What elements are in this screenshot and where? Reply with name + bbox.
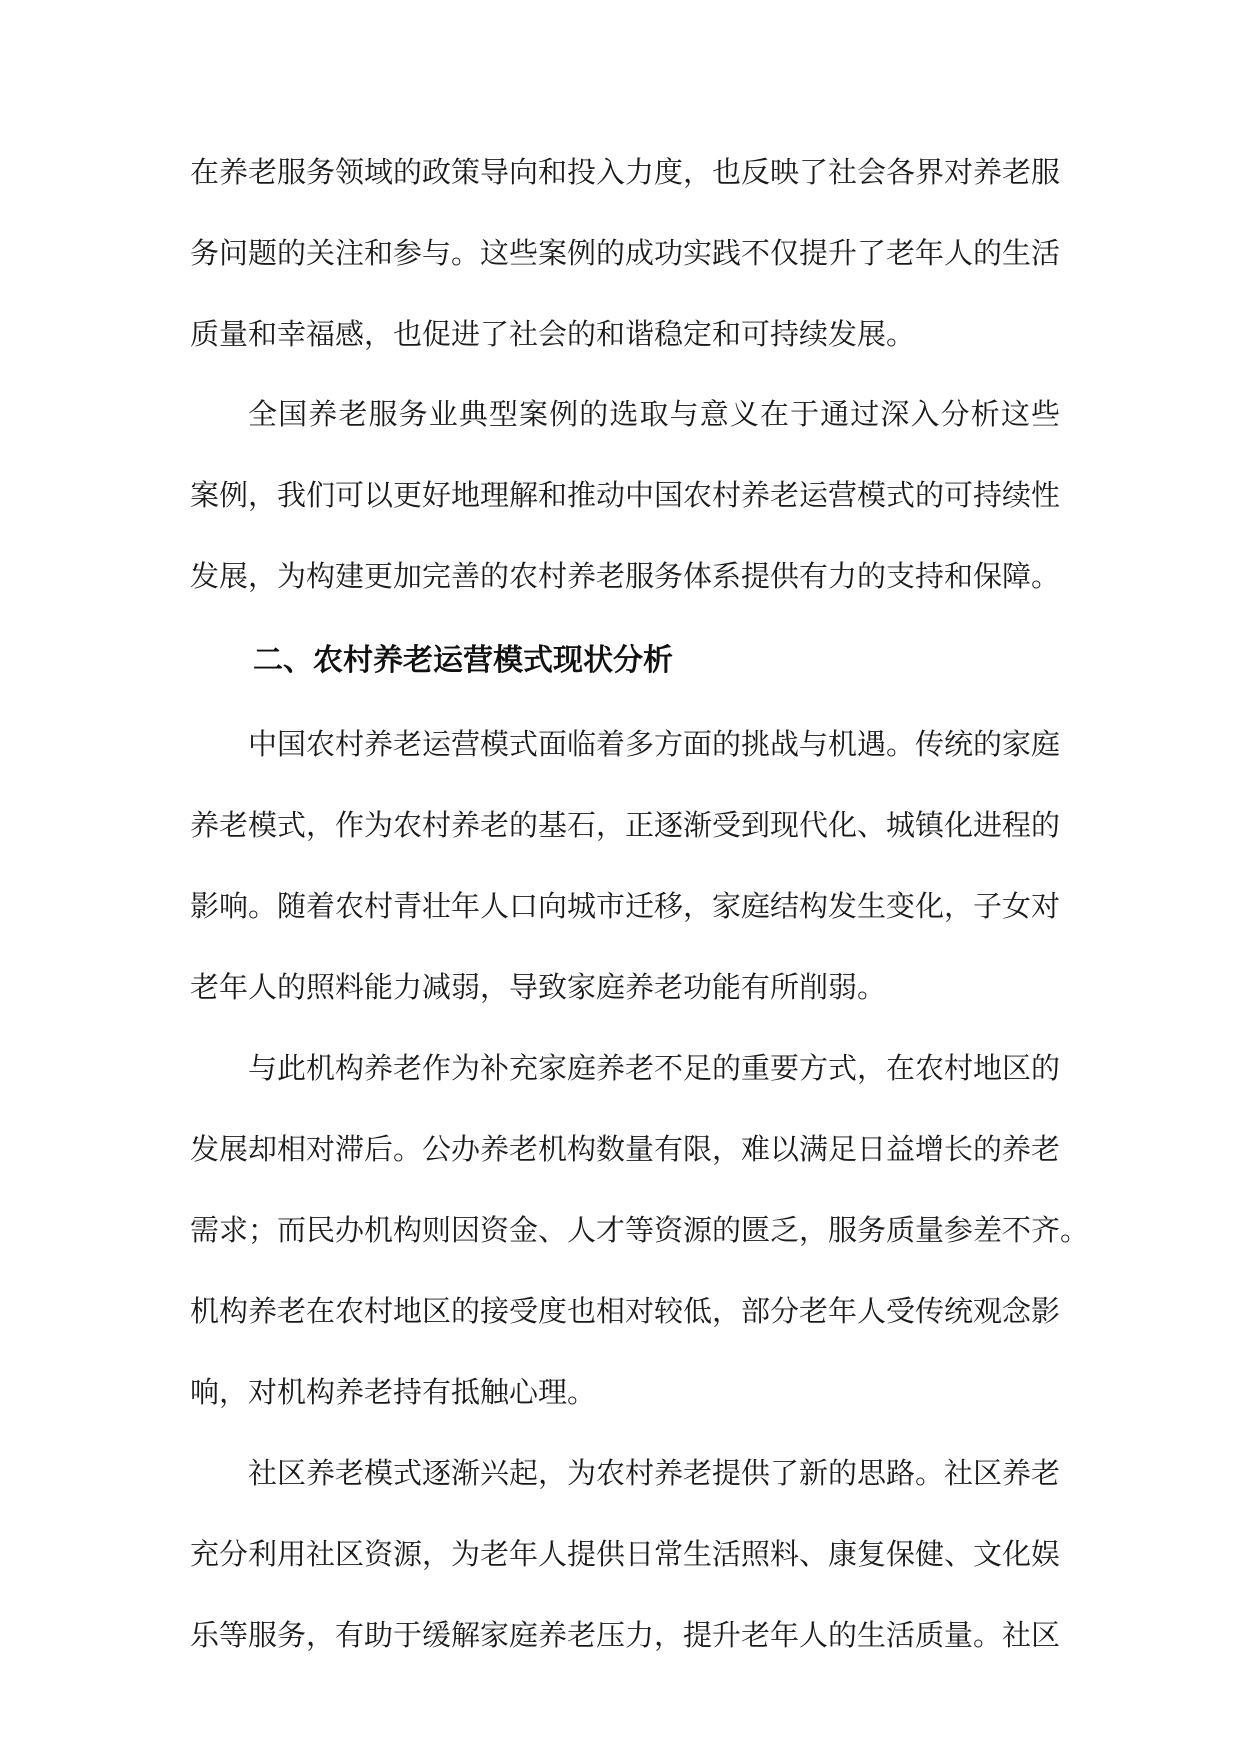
paragraph-line: 中国农村养老运营模式面临着多方面的挑战与机遇。传统的家庭	[248, 727, 1061, 761]
paragraph-line: 质量和幸福感，也促进了社会的和谐稳定和可持续发展。	[190, 317, 916, 351]
paragraph-line: 影响。随着农村青壮年人口向城市迁移，家庭结构发生变化，子女对	[190, 889, 1061, 923]
paragraph-line: 与此机构养老作为补充家庭养老不足的重要方式，在农村地区的	[248, 1051, 1061, 1085]
paragraph-line: 案例，我们可以更好地理解和推动中国农村养老运营模式的可持续性	[190, 478, 1061, 512]
paragraph-line: 机构养老在农村地区的接受度也相对较低，部分老年人受传统观念影	[190, 1294, 1061, 1328]
paragraph-line: 乐等服务，有助于缓解家庭养老压力，提升老年人的生活质量。社区	[190, 1618, 1061, 1652]
paragraph-line: 发展，为构建更加完善的农村养老服务体系提供有力的支持和保障。	[190, 559, 1061, 593]
paragraph-line: 老年人的照料能力减弱，导致家庭养老功能有所削弱。	[190, 970, 887, 1004]
paragraph-line: 养老模式，作为农村养老的基石，正逐渐受到现代化、城镇化进程的	[190, 808, 1061, 842]
paragraph-line: 务问题的关注和参与。这些案例的成功实践不仅提升了老年人的生活	[190, 236, 1061, 270]
paragraph-line: 社区养老模式逐渐兴起，为农村养老提供了新的思路。社区养老	[248, 1456, 1061, 1490]
paragraph-line: 响，对机构养老持有抵触心理。	[190, 1375, 597, 1409]
paragraph-line: 全国养老服务业典型案例的选取与意义在于通过深入分析这些	[248, 397, 1060, 431]
section-heading: 二、农村养老运营模式现状分析	[253, 643, 673, 678]
paragraph-line: 在养老服务领域的政策导向和投入力度，也反映了社会各界对养老服	[190, 155, 1061, 189]
paragraph-line: 发展却相对滞后。公办养老机构数量有限，难以满足日益增长的养老	[190, 1132, 1061, 1166]
paragraph-line: 需求；而民办机构则因资金、人才等资源的匮乏，服务质量参差不齐。	[190, 1213, 1090, 1247]
paragraph-line: 充分利用社区资源，为老年人提供日常生活照料、康复保健、文化娱	[190, 1537, 1061, 1571]
